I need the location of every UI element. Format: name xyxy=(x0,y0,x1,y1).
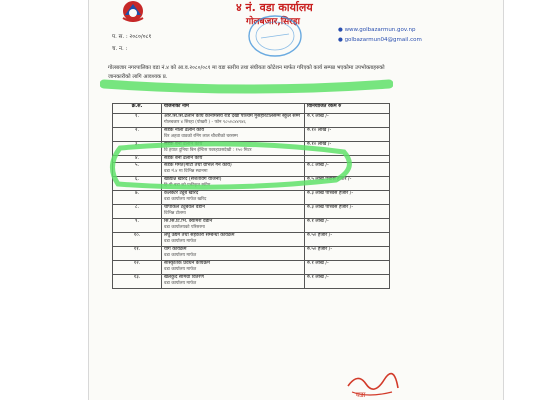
row-project-name xyxy=(162,114,305,128)
row-sn: २. xyxy=(113,128,162,142)
table-row xyxy=(113,219,390,233)
project-location: वडा कार्यालय मार्फत xyxy=(164,267,197,272)
row-project-name xyxy=(162,247,305,261)
emblem-icon xyxy=(121,0,145,22)
project-location: वडा कार्यालय मार्फत xyxy=(164,239,197,244)
row-sn: १. xyxy=(113,114,162,128)
ward-stamp-icon xyxy=(243,10,307,60)
row-project-name xyxy=(162,191,305,205)
table-row xyxy=(113,205,390,219)
row-sn: ८. xyxy=(113,205,162,219)
project-title: कलेक्टर ट्युब खरिद xyxy=(164,191,199,196)
row-sn: १०. xyxy=(113,233,162,247)
row-sn: ३. xyxy=(113,142,162,156)
row-project-name xyxy=(162,233,305,247)
globe-icon: ● xyxy=(338,27,343,33)
table-row xyxy=(113,247,390,261)
project-title: खाद्यान्न खरिद (सशर्तविंग योजना) xyxy=(164,177,222,182)
project-location: वडा कार्यालय मार्फत xyxy=(164,253,197,258)
row-project-name xyxy=(162,261,305,275)
project-table xyxy=(112,103,390,289)
project-title: लघु उद्यम तथा सहकारी सम्बन्धी कार्यक्रम xyxy=(164,233,235,238)
project-title: योग कार्यक्रम xyxy=(164,247,187,252)
website-link[interactable] xyxy=(338,27,415,33)
mail-icon: ● xyxy=(338,37,343,43)
letter-ref-number: प. स. : २०८०/०८१ xyxy=(112,34,152,40)
office-subtitle: गोलबजार,सिरहा xyxy=(246,17,300,27)
project-location: विभिन्न टोलमा xyxy=(164,211,186,216)
row-amount: रु.१ लाख /- xyxy=(305,261,390,275)
header-sn: क्र.स. xyxy=(113,104,162,114)
row-sn: ९. xyxy=(113,219,162,233)
row-amount: रु.८ लाख /- xyxy=(305,163,390,177)
green-circle-highlight xyxy=(106,140,356,192)
project-title: सडक मर्मत(माटो तथा ग्राभल गर्ने कार्य) xyxy=(164,163,232,168)
project-location: विर अहवा वाडको रनिंग लाल चौधरीको घरसम्म xyxy=(164,134,238,139)
project-location: वडा कार्यालयको परिसरमा xyxy=(164,225,205,230)
project-title: सडक बनी ढलान कार्य xyxy=(164,142,203,147)
project-location: वि हयात दुनिया बिन ईन्टिस पवरहाउसदेखी : १५० मिटर xyxy=(164,148,252,153)
intro-paragraph: गोलबजार नगरपालिका वडा नं.४ को आ.व.२०८०/०८१ मा वडा स्तरीय तथा संघीयता कोटेशन मार्फत गरिएको कार्य सम्पन्न भएकोमा उपभोक्ताहरुको जानकारीको लागि आवश्यक प्र. xyxy=(108,65,385,80)
row-sn: ६. xyxy=(113,177,162,191)
header-project-name: योजनाको नाम xyxy=(162,104,305,114)
row-amount: रु.१ लाख /- xyxy=(305,219,390,233)
row-sn: ५. xyxy=(113,163,162,177)
project-location: वडा कार्यालय मार्फत xyxy=(164,281,197,286)
project-title: सडक बनी ढलान कार्य xyxy=(164,156,203,161)
table-header-row xyxy=(113,104,390,114)
project-title: आर.सि.सि.ढलान कार्य कानामसय रोड देखी पश्चिम मुसहरिटोलसम्म स्कुल सम्म xyxy=(164,114,300,119)
svg-text:वडा: वडा xyxy=(356,391,366,399)
row-sn: ११. xyxy=(113,247,162,261)
row-amount: रु.५ लाख पचास हजार /- xyxy=(305,177,390,191)
row-amount: रु.१० लाख /- xyxy=(305,128,390,142)
table-row xyxy=(113,261,390,275)
row-amount: रु.१० लाख /- xyxy=(305,142,390,156)
project-location: गोलबजार ४ सिरहा (पोखरी ) - फोन ९८५२८४४९४६ xyxy=(164,120,246,125)
letter-dispatch-number: च. न. : xyxy=(112,46,128,52)
table-row xyxy=(113,233,390,247)
row-amount: रु.९ लाख /- xyxy=(305,114,390,128)
row-sn: १३. xyxy=(113,275,162,289)
row-amount: रु.५० हजार /- xyxy=(305,233,390,247)
header-amount: विनियोजित रकम रु xyxy=(305,104,390,114)
project-title: चापाकल ट्युबवेल वडान xyxy=(164,205,205,210)
signature-stamp-icon xyxy=(344,370,400,400)
project-title: सांस्कृतिक प्रवर्धन कार्यक्रम xyxy=(164,261,211,266)
table-row xyxy=(113,191,390,205)
project-location: हि.पी.बडा को एकीकृत स्कीम xyxy=(164,183,211,188)
row-sn: १२. xyxy=(113,261,162,275)
website-text: www.golbazarmun.gov.np xyxy=(344,27,416,33)
green-highlight-stroke xyxy=(100,78,393,98)
row-amount: रु.१ लाख /- xyxy=(305,275,390,289)
table-row xyxy=(113,275,390,289)
email-link[interactable] xyxy=(338,37,422,43)
project-title: सडक नाली ढलान कार्य xyxy=(164,128,205,133)
project-title: खेलकुद सामग्री वितरण xyxy=(164,275,204,280)
row-sn: ७. xyxy=(113,191,162,205)
row-project-name xyxy=(162,275,305,289)
row-amount: रु.५० हजार /- xyxy=(305,247,390,261)
project-location: वडा नं.४ मा विभिन्न स्थानमा xyxy=(164,169,208,174)
row-amount: रु.३ लाख पच्चिस हजार /- xyxy=(305,205,390,219)
project-title: सि.सि.टि.भि. क्यामरा वडान xyxy=(164,219,213,224)
project-location: वडा कार्यालय मार्फत खरिद xyxy=(164,197,207,202)
row-project-name xyxy=(162,219,305,233)
row-amount: रु.३ लाख पच्चिस हजार /- xyxy=(305,191,390,205)
row-sn: ४. xyxy=(113,156,162,163)
table-row xyxy=(113,114,390,128)
office-title: ४ नं. वडा कार्यालय xyxy=(236,1,313,14)
row-project-name xyxy=(162,205,305,219)
email-text: golbazarmun04@gmail.com xyxy=(344,37,422,43)
